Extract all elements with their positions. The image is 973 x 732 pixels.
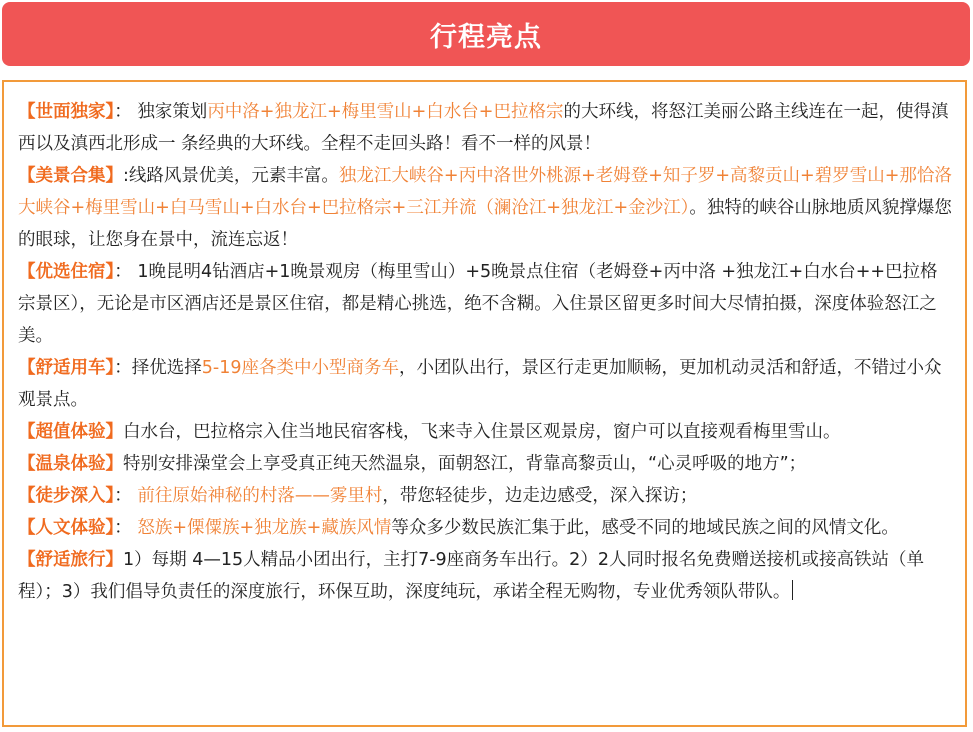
highlight-paragraph bbox=[18, 256, 953, 352]
highlights-box bbox=[2, 80, 967, 727]
highlight-paragraph bbox=[18, 544, 953, 608]
highlight-paragraph bbox=[18, 480, 953, 512]
highlight-text: ： 独家策划 bbox=[114, 102, 208, 122]
highlight-keywords: 前往原始神秘的村落——雾里村 bbox=[137, 486, 383, 506]
highlight-paragraph bbox=[18, 160, 953, 256]
header-banner bbox=[2, 2, 970, 66]
highlight-keywords: 丙中洛+独龙江+梅里雪山+白水台+巴拉格宗 bbox=[207, 102, 564, 122]
text-cursor bbox=[792, 580, 793, 600]
highlight-text: 1）每期 4—15人精品小团出行，主打7-9座商务车出行。2）2人同时报名免费赠送接机或接高铁站（单程）；3）我们倡导负责任的深度旅行，环保互助，深度纯玩，承诺全程无购物，专业优秀领队带队。 bbox=[18, 550, 924, 602]
highlight-tag: 【优选住宿】 bbox=[18, 262, 115, 282]
highlight-paragraph bbox=[18, 448, 953, 480]
highlight-paragraph bbox=[18, 352, 953, 416]
highlight-text: ，带您轻徒步，边走边感受，深入探访； bbox=[382, 486, 698, 506]
highlight-text: 的大环线，将怒江美丽公路主线连在一起，使得滇西以及滇西北形成一 条经典的大环线。全程不走回头路！看不一样的风景！ bbox=[18, 102, 949, 154]
highlight-text: ：择优选择 bbox=[114, 358, 202, 378]
highlight-text: ： bbox=[114, 486, 138, 506]
highlight-tag: 【超值体验】 bbox=[18, 422, 123, 442]
highlight-keywords: 独龙江大峡谷+丙中洛世外桃源+老姆登+知子罗+高黎贡山+碧罗雪山+那恰洛大峡谷+梅里雪山+白马雪山+白水台+巴拉格宗+三江并流（澜沧江+独龙江+金沙江） bbox=[18, 166, 952, 218]
highlight-paragraph bbox=[18, 512, 953, 544]
highlight-tag: 【人文体验】 bbox=[18, 518, 115, 538]
page-title: 行程亮点 bbox=[430, 21, 542, 53]
highlight-text: ： bbox=[114, 518, 138, 538]
highlight-keywords: 怒族+傈僳族+独龙族+藏族风情 bbox=[137, 518, 392, 538]
highlight-tag: 【徒步深入】 bbox=[18, 486, 115, 506]
highlight-tag: 【舒适用车】 bbox=[18, 358, 115, 378]
highlight-text: 白水台，巴拉格宗入住当地民宿客栈，飞来寺入住景区观景房，窗户可以直接观看梅里雪山。 bbox=[123, 422, 841, 442]
highlight-paragraph bbox=[18, 96, 953, 160]
highlight-tag: 【温泉体验】 bbox=[18, 454, 123, 474]
highlight-paragraph bbox=[18, 416, 953, 448]
highlight-tag: 【世面独家】 bbox=[18, 102, 115, 122]
highlight-text: 特别安排澡堂会上享受真正纯天然温泉，面朝怒江，背靠高黎贡山，“心灵呼吸的地方”； bbox=[123, 454, 807, 474]
highlight-text: ，小团队出行，景区行走更加顺畅，更加机动灵活和舒适，不错过小众观景点。 bbox=[18, 358, 942, 410]
highlight-keywords: 5-19座各类中小型商务车 bbox=[201, 358, 399, 378]
highlight-text: 。独特的峡谷山脉地质风貌撑爆您的眼球，让您身在景中，流连忘返！ bbox=[18, 198, 952, 250]
highlight-tag: 【美景合集】 bbox=[18, 166, 123, 186]
highlight-tag: 【舒适旅行】 bbox=[18, 550, 123, 570]
highlight-text: ： 1晚昆明4钻酒店+1晚景观房（梅里雪山）+5晚景点住宿（老姆登+丙中洛 +独龙江+白水台++巴拉格宗景区），无论是市区酒店还是景区住宿，都是精心挑选，绝不含糊。入住景区留更多时间大尽情拍摄，深度体验怒江之美。 bbox=[18, 262, 938, 346]
highlight-text: :线路风景优美，元素丰富。 bbox=[123, 166, 339, 186]
highlight-text: 等众多少数民族汇集于此，感受不同的地域民族之间的风情文化。 bbox=[391, 518, 899, 538]
